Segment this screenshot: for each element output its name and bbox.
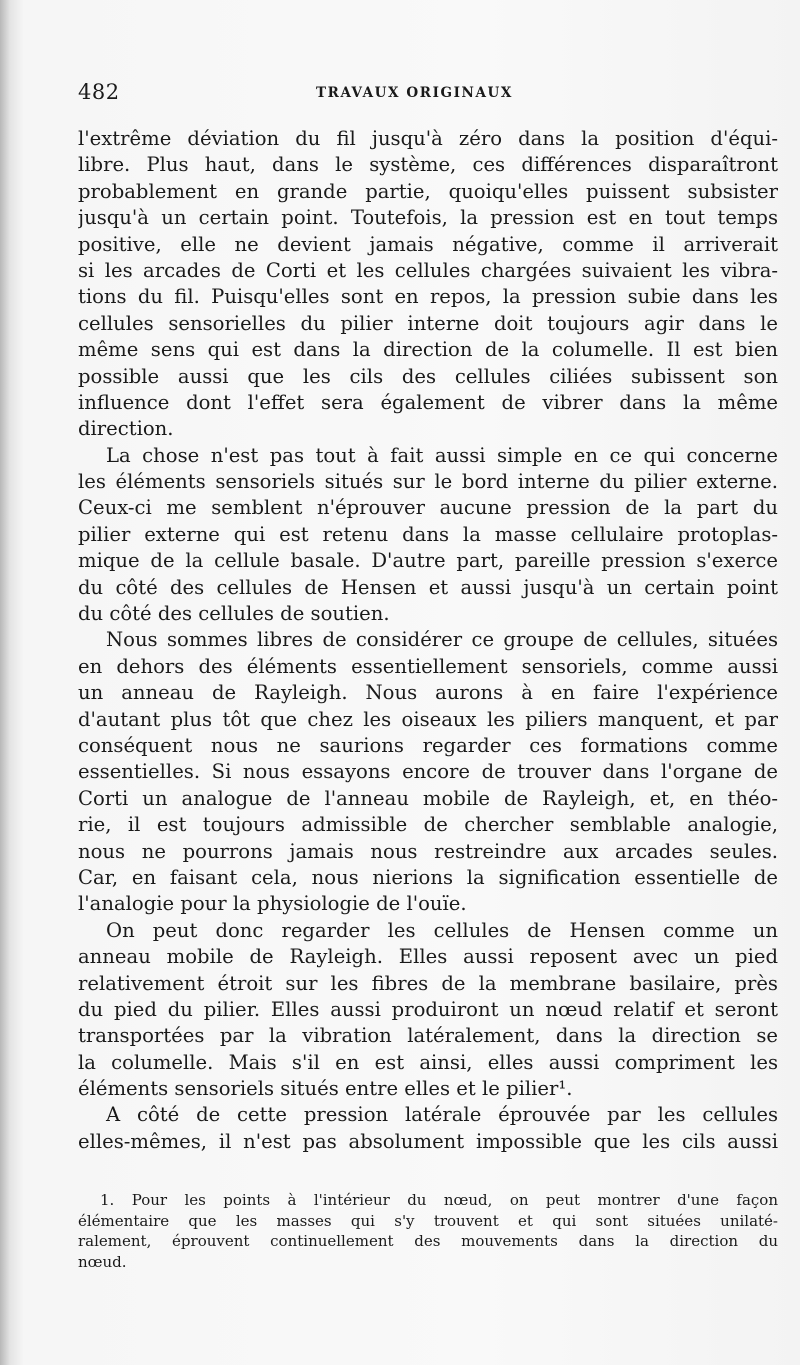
text-line: Car, en faisant cela, nous nierions la signification essentielle de xyxy=(78,865,778,889)
text-line: mique de la cellule basale. D'autre part, pareille pression s'exerce xyxy=(78,549,778,573)
text-line: même sens qui est dans la direction de la columelle. Il est bien xyxy=(78,338,778,362)
text-line: l'extrême déviation du fil jusqu'à zéro dans la position d'équi- xyxy=(78,127,778,150)
text-line: rie, il est toujours admissible de chercher semblable analogie, xyxy=(78,813,778,837)
text-line: libre. Plus haut, dans le système, ces différences disparaîtront xyxy=(78,153,778,177)
text-line: d'autant plus tôt que chez les oiseaux les piliers manquent, et par xyxy=(78,707,778,731)
text-line: probablement en grande partie, quoiqu'elles puissent subsister xyxy=(78,179,778,203)
running-head: TRAVAUX ORIGINAUX xyxy=(316,85,514,101)
text-line: influence dont l'effet sera également de vibrer dans la même xyxy=(78,390,778,414)
footnote-line: 1. Pour les points à l'intérieur du nœud, on peut montrer d'une façon xyxy=(100,1191,778,1209)
text-line: transportées par la vibration latéralement, dans la direction se xyxy=(78,1024,778,1048)
footnote-line: ralement, éprouvent continuellement des mouvements dans la direction du xyxy=(78,1232,778,1250)
page-number: 482 xyxy=(78,80,120,104)
text-line: essentielles. Si nous essayons encore de trouver dans l'organe de xyxy=(78,760,778,784)
footnote-line: nœud. xyxy=(78,1252,127,1271)
text-line: du pied du pilier. Elles aussi produiront un nœud relatif et seront xyxy=(78,997,778,1021)
text-line: la columelle. Mais s'il en est ainsi, elles aussi compriment les xyxy=(78,1050,778,1074)
text-line: tions du fil. Puisqu'elles sont en repos, la pression subie dans les xyxy=(78,285,778,309)
paragraph-start-line: On peut donc regarder les cellules de Hensen comme un xyxy=(106,918,778,942)
text-line: conséquent nous ne saurions regarder ces formations comme xyxy=(78,733,778,757)
text-line: jusqu'à un certain point. Toutefois, la pression est en tout temps xyxy=(78,206,778,230)
page-header xyxy=(78,80,710,108)
text-line: nous ne pourrons jamais nous restreindre aux arcades seules. xyxy=(78,839,778,863)
text-line: les éléments sensoriels situés sur le bord interne du pilier externe. xyxy=(78,470,778,494)
body-text xyxy=(78,126,778,1155)
footnote xyxy=(78,1190,778,1272)
paragraph-start-line: La chose n'est pas tout à fait aussi simple en ce qui concerne xyxy=(106,443,778,467)
text-line: Corti un analogue de l'anneau mobile de Rayleigh, et, en théo- xyxy=(78,786,778,810)
text-line: anneau mobile de Rayleigh. Elles aussi reposent avec un pied xyxy=(78,945,778,969)
text-line: si les arcades de Corti et les cellules chargées suivaient les vibra- xyxy=(78,258,778,282)
text-line: relativement étroit sur les fibres de la membrane basilaire, près xyxy=(78,971,778,995)
text-line: l'analogie pour la physiologie de l'ouïe. xyxy=(78,892,467,916)
text-line: elles-mêmes, il n'est pas absolument impossible que les cils aussi xyxy=(78,1129,778,1153)
text-line: un anneau de Rayleigh. Nous aurons à en faire l'expérience xyxy=(78,681,778,705)
text-line: pilier externe qui est retenu dans la masse cellulaire protoplas- xyxy=(78,522,778,546)
footnote-line: élémentaire que les masses qui s'y trouvent et qui sont situées unilaté- xyxy=(78,1211,778,1230)
text-line: positive, elle ne devient jamais négative, comme il arriverait xyxy=(78,232,778,256)
text-line: possible aussi que les cils des cellules ciliées subissent son xyxy=(78,364,778,388)
text-line: direction. xyxy=(78,417,174,441)
text-line: Ceux-ci me semblent n'éprouver aucune pression de la part du xyxy=(78,496,778,520)
text-line: cellules sensorielles du pilier interne doit toujours agir dans le xyxy=(78,311,778,335)
text-line: en dehors des éléments essentiellement sensoriels, comme aussi xyxy=(78,654,778,678)
paragraph-start-line: A côté de cette pression latérale éprouvée par les cellules xyxy=(106,1103,778,1127)
text-line: du côté des cellules de Hensen et aussi jusqu'à un certain point xyxy=(78,575,778,599)
text-line: du côté des cellules de soutien. xyxy=(78,602,390,626)
paragraph-start-line: Nous sommes libres de considérer ce groupe de cellules, situées xyxy=(106,628,778,652)
text-line: éléments sensoriels situés entre elles et le pilier¹. xyxy=(78,1077,573,1101)
